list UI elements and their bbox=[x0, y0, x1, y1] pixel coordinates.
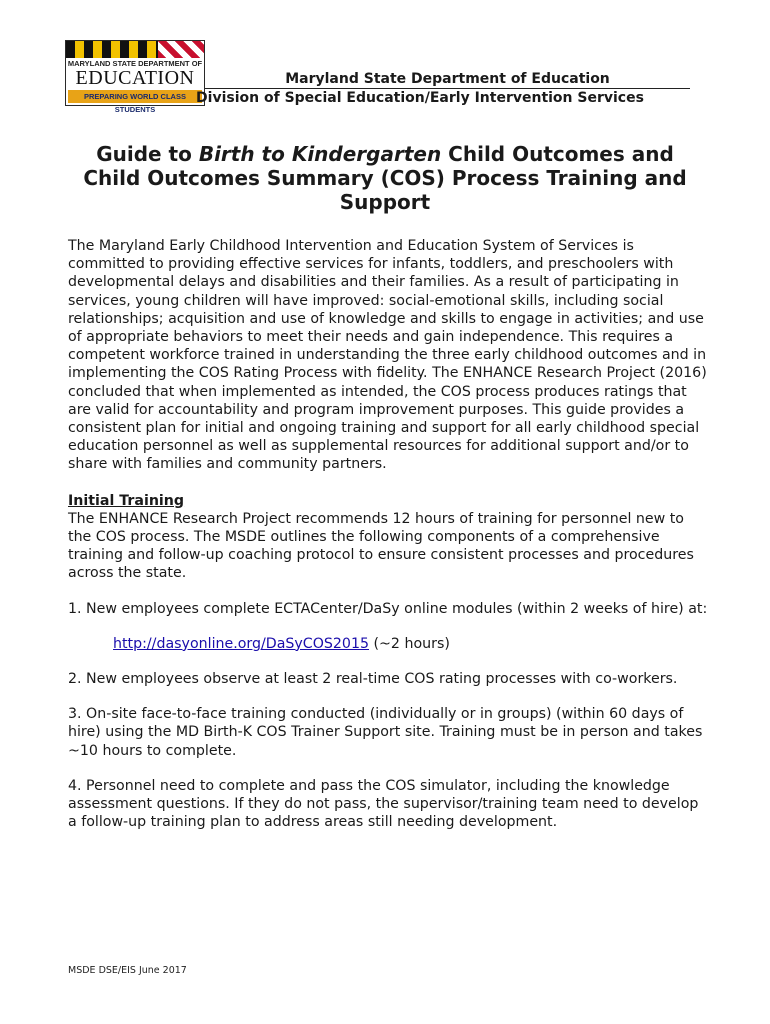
maryland-flag-icon bbox=[66, 41, 204, 58]
logo-line1: MARYLAND STATE DEPARTMENT OF bbox=[67, 59, 203, 68]
step-1: 1. New employees complete ECTACenter/DaSy online modules (within 2 weeks of hire) at: bbox=[68, 600, 708, 617]
intro-paragraph: The Maryland Early Childhood Intervention and Education System of Services is committed to providing effective services for infants, toddlers, and preschoolers with developmental delays and disabilities and their families. As a result of participating in services, young children will have improved: social-emotional skills, including social relationships; acquisition and use of knowledge and skills to engage in activities; and use of appropriate behaviors to meet their needs and gain independence. This requires a competent workforce trained in understanding the three early childhood outcomes and in implementing the COS Rating Process with fidelity. The ENHANCE Research Project (2016) concluded that when implemented as intended, the COS process produces ratings that are valid for accountability and program improvement purposes. This guide provides a consistent plan for initial and ongoing training and support for all early childhood special education personnel as well as supplemental resources for additional support and/or to share with families and community partners. bbox=[68, 238, 707, 473]
step-3: 3. On-site face-to-face training conducted (individually or in groups) (within 60 days of hire) using the MD Birth-K COS Trainer Support site. Training must be in person and takes ~10 hours to complete. bbox=[68, 706, 703, 759]
title-italic: Birth to Kindergarten bbox=[198, 142, 442, 166]
document-body bbox=[68, 237, 708, 831]
header-division: Division of Special Education/Early Intervention Services bbox=[196, 90, 644, 106]
document-header bbox=[196, 70, 690, 107]
section-paragraph: The ENHANCE Research Project recommends 12 hours of training for personnel new to the COS process. The MSDE outlines the following components of a comprehensive training and follow-up coaching protocol to ensure consistent processes and procedures across the state. bbox=[68, 510, 694, 582]
step-4: 4. Personnel need to complete and pass the COS simulator, including the knowledge assessment questions. If they do not pass, the supervisor/training team need to develop a follow-up training plan to address areas still needing development. bbox=[68, 777, 699, 831]
step-2: 2. New employees observe at least 2 real-time COS rating processes with co-workers. bbox=[68, 671, 678, 688]
link-line bbox=[68, 635, 708, 653]
link-note: (~2 hours) bbox=[369, 635, 450, 652]
logo-tagline: PREPARING WORLD CLASS STUDENTS bbox=[68, 90, 202, 103]
header-department: Maryland State Department of Education bbox=[205, 70, 690, 89]
title-part1: Guide to bbox=[96, 142, 199, 166]
title-part2: Child Outcomes and Child Outcomes Summary (COS) Process Training and Support bbox=[83, 142, 687, 214]
dasy-link[interactable]: http://dasyonline.org/DaSyCOS2015 bbox=[113, 635, 369, 652]
logo-line2: EDUCATION bbox=[75, 67, 195, 89]
section-heading: Initial Training bbox=[68, 492, 185, 509]
page-title bbox=[68, 142, 702, 214]
page-footer: MSDE DSE/EIS June 2017 bbox=[68, 965, 187, 976]
